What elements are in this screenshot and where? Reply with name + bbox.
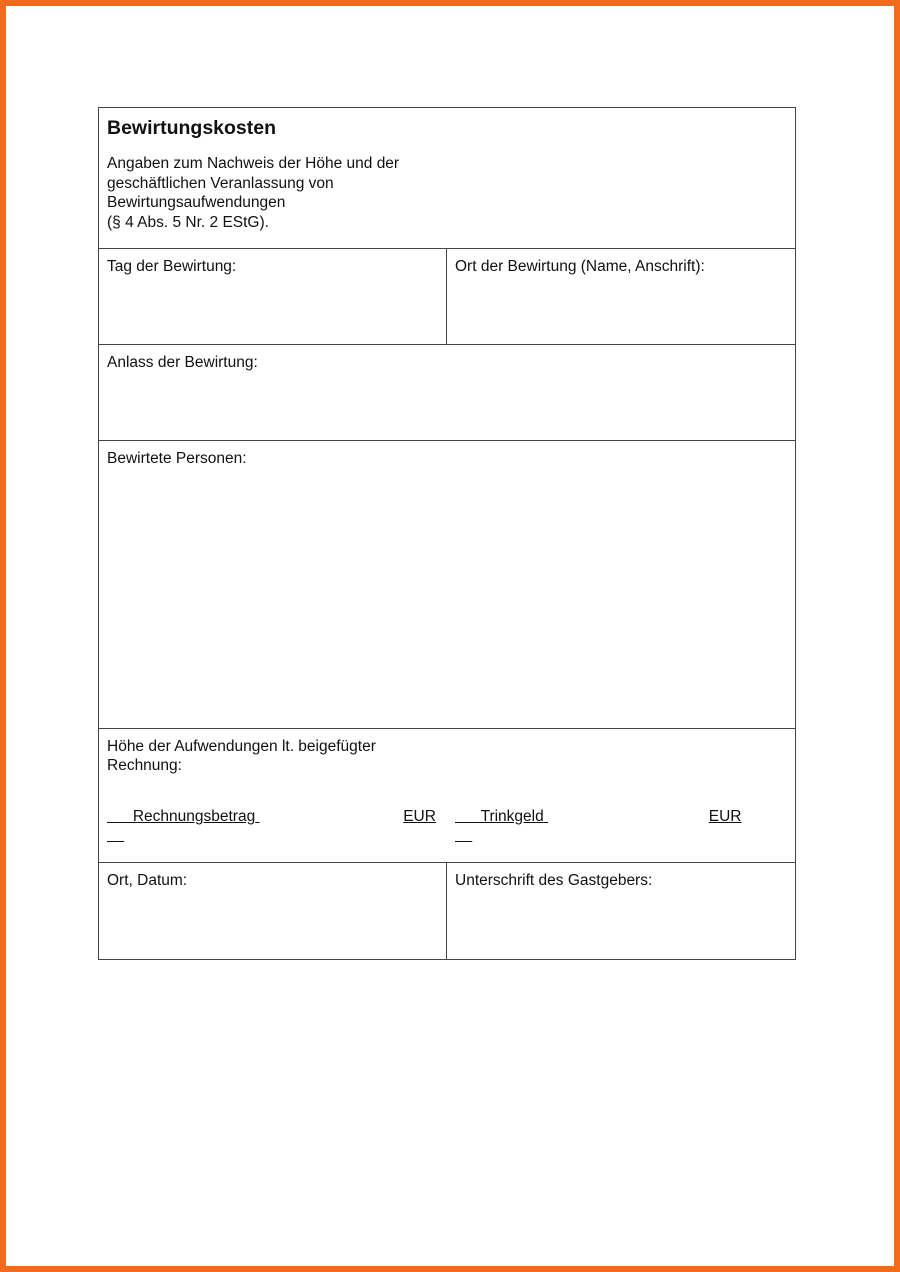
form-header-row	[99, 108, 795, 249]
guests-row	[99, 441, 795, 729]
place-field[interactable]	[447, 249, 795, 344]
invoice-amount-blank[interactable]	[255, 807, 403, 826]
guests-label: Bewirtete Personen:	[107, 450, 247, 467]
signature-field[interactable]	[447, 863, 795, 959]
tip-blank[interactable]	[544, 807, 709, 826]
bewirtung-form	[98, 107, 796, 960]
place-date-field[interactable]	[99, 863, 447, 959]
intro-line-4: (§ 4 Abs. 5 Nr. 2 EStG).	[107, 213, 269, 231]
form-header-cell	[99, 108, 795, 248]
tip-field[interactable]	[455, 788, 742, 845]
expenses-label-line-1: Höhe der Aufwendungen lt. beigefügter	[107, 738, 376, 755]
occasion-label: Anlass der Bewirtung:	[107, 354, 258, 371]
form-title: Bewirtungskosten	[107, 117, 277, 139]
tip-currency: EUR	[708, 808, 742, 825]
invoice-amount-field[interactable]	[107, 788, 436, 845]
date-place-row	[99, 249, 795, 345]
signature-row	[99, 863, 795, 959]
invoice-amount-label: Rechnungsbetrag	[132, 808, 256, 825]
occasion-field[interactable]	[99, 345, 795, 440]
intro-line-2: geschäftlichen Veranlassung von	[107, 174, 334, 192]
invoice-currency: EUR	[403, 808, 436, 825]
place-label: Ort der Bewirtung (Name, Anschrift):	[455, 258, 705, 275]
intro-line-1: Angaben zum Nachweis der Höhe und der	[107, 155, 400, 172]
intro-line-3: Bewirtungsaufwendungen	[107, 194, 286, 211]
guests-field[interactable]	[99, 441, 795, 728]
occasion-row	[99, 345, 795, 441]
place-date-label: Ort, Datum:	[107, 872, 188, 889]
signature-label: Unterschrift des Gastgebers:	[455, 872, 653, 889]
tip-label: Trinkgeld	[480, 808, 544, 825]
date-label: Tag der Bewirtung:	[107, 258, 237, 275]
date-field[interactable]	[99, 249, 447, 344]
expenses-label-line-2: Rechnung:	[107, 757, 182, 774]
expenses-row	[99, 729, 795, 863]
